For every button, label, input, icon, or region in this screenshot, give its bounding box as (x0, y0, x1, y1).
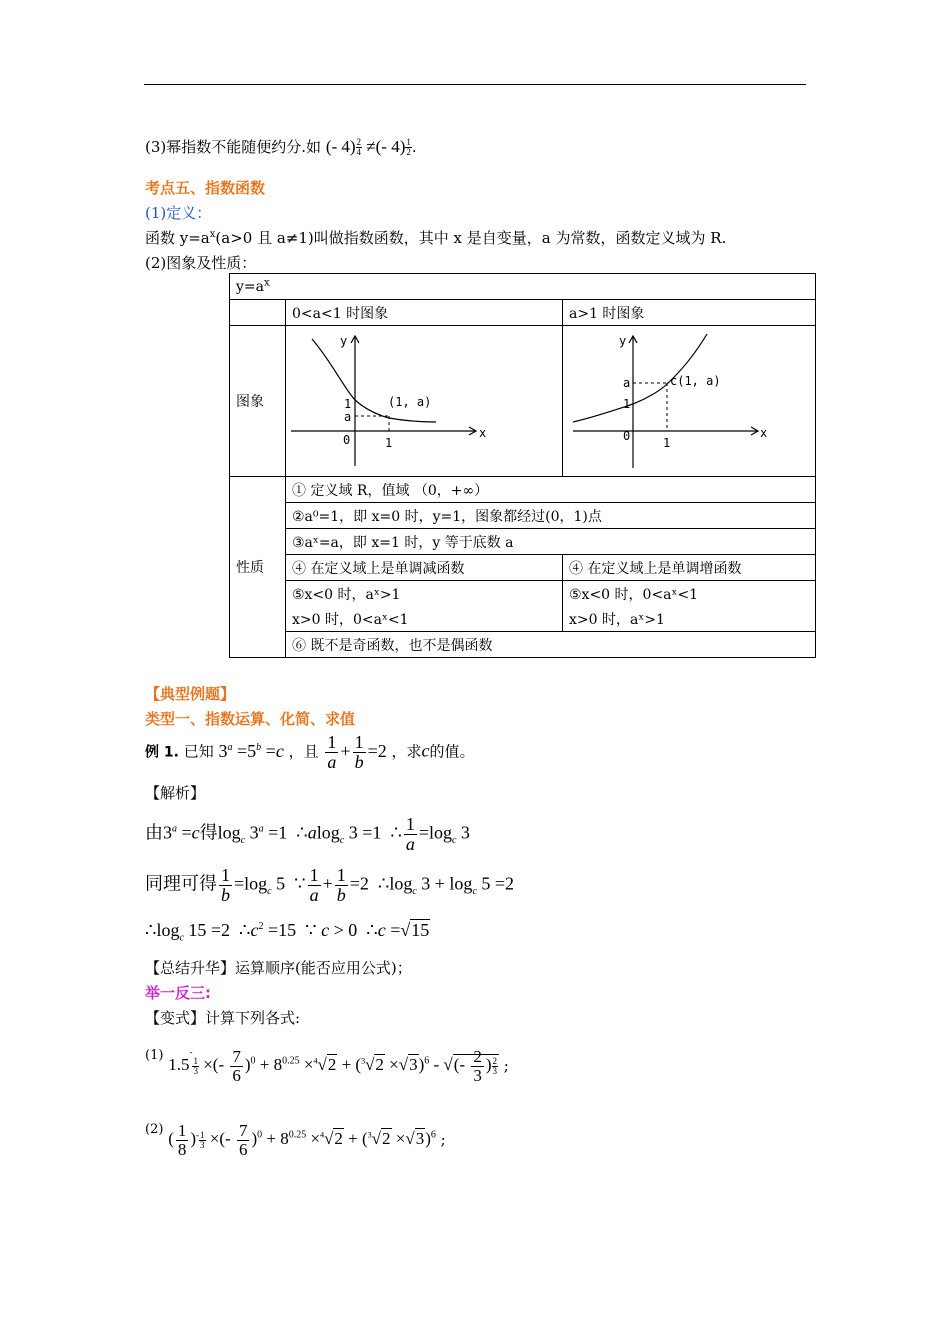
graph-increasing-svg (563, 326, 816, 472)
col-head-decreasing: 0<a<1 时图象 (286, 300, 563, 326)
origin-label: 0 (343, 433, 351, 447)
col-head-increasing: a>1 时图象 (563, 300, 816, 326)
type1-title: 类型一、指数运算、化简、求值 (145, 710, 356, 728)
x-one-label: 1 (385, 436, 393, 450)
exercise-1: (1) 1.5 - $\frac{1}{3}$ ×(- $\frac{7}{6}$ )$^0 + 8^{0.25} \times^4√2 + (^3√2 \times√3)^6$ - √(- $\frac{2}{3}$ ) $\frac{2}{3}$ ; (145, 1047, 509, 1085)
prop-2: ②a⁰=1，即 x=0 时，y=1，图象都经过(0，1)点 (286, 503, 816, 529)
table-title: $y=a^x$ (230, 274, 816, 300)
definition-paragraph: 函数 $y=a^x(a>0$ 且 a≠1)叫做指数函数，其中 x 是自变量，a 为常数，函数定义域为 R. (145, 229, 727, 247)
y-a-label: a (623, 376, 631, 390)
prop-6: ⑥ 既不是奇函数，也不是偶函数 (286, 632, 816, 658)
prop-5-right-1: ⑤x<0 时，0<aˣ<1 (563, 581, 816, 607)
graph-decreasing-svg (286, 326, 563, 472)
prop-3: ③aˣ=a，即 x=1 时，y 等于底数 a (286, 529, 816, 555)
y-one-label: 1 (344, 397, 352, 411)
point-label: (1, a) (388, 395, 432, 409)
solution-line-1: 由$3^a =c$得$\log_c 3^a =1$ ∴alog$_c$ 3 =1 ∴ $\frac{1}{a}$ $=\log_c$ 3 (145, 814, 470, 854)
y-one-label: 1 (623, 397, 631, 411)
definition-heading: (1)定义： (145, 204, 212, 222)
graph-decreasing (286, 326, 563, 477)
origin-label: 0 (623, 429, 631, 443)
solution-line-2: 同理可得 $\frac{1}{b}$ $=\log_c$ 5 ∵ $\frac{1}{a}$ + $\frac{1}{b}$ =2 $\therefore\log_c$ $3 + \log_c 5 =2$ (145, 865, 515, 905)
y-axis-label: y (619, 334, 627, 348)
prop-4-left: ④ 在定义域上是单调减函数 (286, 555, 563, 581)
solution-line-3: $\therefore\log_c$ 15 =2 $\therefore c^2 =15$ ∵ c > 0 ∴c =√15 (145, 920, 430, 944)
x-one-label: 1 (663, 436, 671, 450)
graph-increasing (563, 326, 816, 477)
y-axis-label: y (340, 334, 348, 348)
power-note-formula: (- 4) $\frac{2}{4}$ ≠(- 4) $\frac{1}{2}$ (325, 137, 411, 158)
variant: 【变式】计算下列各式: (145, 1009, 301, 1027)
x-axis-label: x (479, 426, 487, 440)
analysis-label: 【解析】 (145, 784, 206, 802)
prop-1: ① 定义域 R，值域 （0，+∞） (286, 477, 816, 503)
power-note-text: (3)幂指数不能随便约分.如 (145, 138, 322, 156)
header-rule (144, 84, 806, 85)
prop-4-right: ④ 在定义域上是单调增函数 (563, 555, 816, 581)
row-label-props: 性质 (230, 477, 286, 658)
section-title: 考点五、指数函数 (145, 179, 266, 197)
exp-function-table (229, 273, 816, 658)
x-axis-label: x (760, 426, 768, 440)
y-a-label: a (344, 410, 352, 424)
summary: 【总结升华】运算顺序(能否应用公式)； (145, 959, 412, 977)
prop-5-right-2: x>0 时，aˣ>1 (563, 606, 816, 632)
graph-heading: (2)图象及性质： (145, 254, 257, 272)
prop-5-left-2: x>0 时，0<aˣ<1 (286, 606, 563, 632)
row-label-graph: 图象 (230, 326, 286, 477)
prop-5-left-1: ⑤x<0 时，aˣ>1 (286, 581, 563, 607)
power-note: (3)幂指数不能随便约分.如 (- 4) $\frac{2}{4}$ ≠(- 4) $\frac{1}{2}$ . (145, 137, 417, 158)
example-1: 例 1. 已知 $3^a =5^b =c$ ，且 $\frac{1}{a}$ + $\frac{1}{b}$ =2 ，求c的值。 (145, 732, 475, 772)
practice-title: 举一反三: (145, 984, 211, 1002)
exercise-2: (2) ( $\frac{1}{8}$ ) - $\frac{1}{3}$ ×(- $\frac{7}{6}$ )$^0 + 8^{0.25} \times^4√2 + (^3√2 \times√3)^6$ ; (145, 1121, 446, 1159)
point-label: c(1, a) (670, 374, 721, 388)
examples-title: 【典型例题】 (145, 685, 236, 703)
